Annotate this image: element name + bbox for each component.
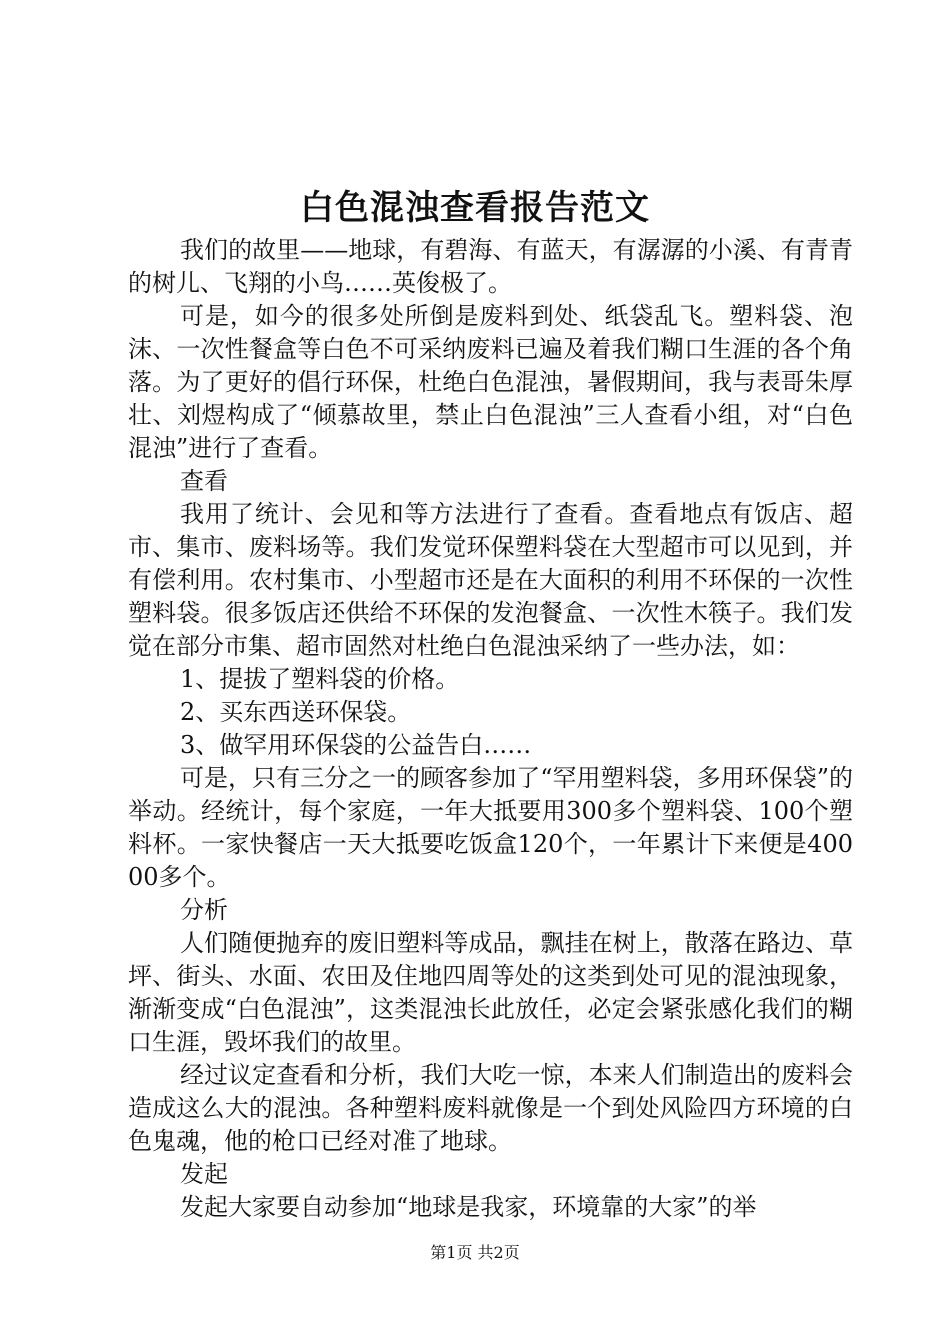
list-item-3: 3、做罕用环保袋的公益告白……	[180, 731, 532, 759]
document-body	[128, 234, 853, 1224]
section-heading-analysis: 分析	[180, 896, 228, 924]
paragraph-proposal: 发起大家要自动参加“地球是我家，环境靠的大家”的举	[180, 1193, 757, 1221]
document-title: 白色混浊查看报告范文	[300, 188, 650, 228]
paragraph-analysis: 人们随便抛弃的废旧塑料等成品，飘挂在树上，散落在路边、草坪、街头、水面、农田及住地四周等处的这类到处可见的混浊现象，渐渐变成“白色混浊”，这类混浊长此放任，必定会紧张感化我们的糊口生涯，毁坏我们的故里。	[128, 929, 853, 1056]
list-item-2: 2、买东西送环保袋。	[180, 698, 412, 726]
paragraph-background: 可是，如今的很多处所倒是废料到处、纸袋乱飞。塑料袋、泡沫、一次性餐盒等白色不可采纳废料已遍及着我们糊口生涯的各个角落。为了更好的倡行环保，杜绝白色混浊，暑假期间，我与表哥朱厚壮、刘煜构成了“倾慕故里，禁止白色混浊”三人查看小组，对“白色混浊”进行了查看。	[128, 302, 853, 462]
page-number-footer: 第1页 共2页	[430, 1243, 520, 1262]
paragraph-statistics: 可是，只有三分之一的顾客参加了“罕用塑料袋，多用环保袋”的举动。经统计，每个家庭，一年大抵要用300多个塑料袋、100个塑料杯。一家快餐店一天大抵要吃饭盒120个，一年累计下来便是40000多个。	[128, 764, 853, 891]
section-heading-proposal: 发起	[180, 1160, 228, 1188]
list-item-1: 1、提拔了塑料袋的价格。	[180, 665, 460, 693]
section-heading-survey: 查看	[180, 467, 228, 495]
paragraph-conclusion: 经过议定查看和分析，我们大吃一惊，本来人们制造出的废料会造成这么大的混浊。各种塑料废料就像是一个到处风险四方环境的白色鬼魂，他的枪口已经对准了地球。	[128, 1061, 853, 1155]
paragraph-survey: 我用了统计、会见和等方法进行了查看。查看地点有饭店、超市、集市、废料场等。我们发觉环保塑料袋在大型超市可以见到，并有偿利用。农村集市、小型超市还是在大面积的利用不环保的一次性塑料袋。很多饭店还供给不环保的发泡餐盒、一次性木筷子。我们发觉在部分市集、超市固然对杜绝白色混浊采纳了一些办法，如：	[128, 500, 853, 660]
paragraph-intro: 我们的故里——地球，有碧海、有蓝天，有潺潺的小溪、有青青的树儿、飞翔的小鸟……英俊极了。	[128, 236, 853, 297]
